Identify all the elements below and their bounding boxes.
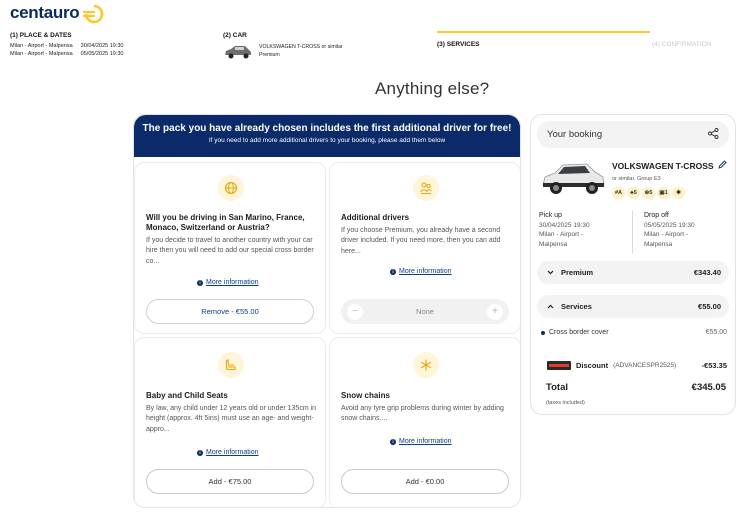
dropoff-date: 05/05/2025 19:30 [644,221,695,229]
premium-price: €343.40 [693,268,721,277]
step-car[interactable] [223,32,343,59]
service-description: If you choose Premium, you already have a second driver included. If you need more, then you can add here... [341,227,501,255]
banner-subtitle: If you need to add more additional drivers to your booking, please add them below [208,137,446,144]
pickup-label: Pick up [539,212,562,219]
step-label: (2) CAR [223,32,247,39]
booking-summary [530,114,736,415]
step-place-dates[interactable] [10,32,124,57]
additional-drivers-stepper [341,299,509,324]
feature-ac-badge: ✱ [672,187,685,199]
discount-price: -€53.35 [701,361,727,370]
services-price: €55.00 [698,302,721,311]
banner-title: The pack you have already chosen includes the first additional driver for free! [142,123,512,134]
stepper-value: None [416,307,434,316]
services-label: Services [561,302,592,311]
pickup-details [539,211,590,249]
pickup-date: 30/04/2025 19:30 [539,221,590,229]
service-card-child-seats [134,337,326,508]
booking-steps [0,32,743,72]
line-item-price: €55.00 [705,329,727,336]
service-description: Avoid any tyre grip problems during winter by adding snow chains.... [341,405,504,423]
total-label: Total [546,382,568,393]
globe-icon [218,175,244,201]
car-group: or similar. Group E3 [612,176,661,182]
premium-label: Premium [561,268,594,277]
child-seat-icon [218,352,244,378]
step-label: (4) CONFIRMATION [652,41,712,48]
feature-transmission-badge: #A [612,187,625,199]
dropoff-label: Drop off [644,212,669,219]
service-card-cross-border [134,162,326,334]
discount-code: (ADVANCESPR2525) [613,362,677,369]
car-thumbnail-icon [223,44,253,59]
dropoff-date: 05/05/2025 19:30 [80,51,124,57]
edit-icon[interactable] [718,160,727,171]
pickup-place: Milan - Airport - Malpensa [10,43,73,49]
remove-cross-border-button[interactable]: Remove - €55.00 [146,299,314,324]
service-title: Snow chains [341,391,390,400]
booking-summary-header [537,121,729,148]
more-info-label: More information [206,449,259,456]
cross-border-line-item [541,329,727,336]
bullet-icon [541,331,545,335]
step-services[interactable] [437,41,480,48]
total-price: €345.05 [691,382,726,393]
step-label: (3) SERVICES [437,41,480,48]
pickup-place: Milan - Airport - [539,231,584,238]
service-title: Baby and Child Seats [146,391,228,400]
chevron-up-icon [547,302,554,311]
increment-button[interactable]: + [487,304,503,320]
more-info-link[interactable] [197,279,259,286]
step-progress-bar [437,31,650,33]
info-icon: i [390,439,396,445]
info-icon: i [197,450,203,456]
discount-row [547,361,727,370]
additional-driver-banner [134,115,520,157]
chevron-down-icon [547,268,554,277]
divider [632,211,633,253]
pickup-summary [10,43,124,49]
share-icon[interactable] [708,126,719,144]
pickup-date: 30/04/2025 19:30 [80,43,124,49]
service-description: If you decide to travel to another country with your car hire then you will need to add our special cross border co... [146,237,314,265]
info-icon: i [390,269,396,275]
feature-luggage-badge: ▣1 [657,187,670,199]
car-name-label: VOLKSWAGEN T-CROSS [612,160,714,171]
taxes-note: (taxes included) [546,400,585,406]
logo-text: centauro [10,3,80,22]
drivers-icon [413,175,439,201]
service-title: Additional drivers [341,213,410,222]
feature-seats-badge: ♣5 [627,187,640,199]
page-title: Anything else? [375,79,490,98]
more-info-label: More information [399,438,452,445]
services-panel [133,114,521,508]
services-row[interactable] [537,295,729,318]
pickup-place-2: Malpensa [539,240,568,248]
premium-row[interactable] [537,261,729,284]
more-info-link[interactable] [390,268,452,275]
snowflake-icon [413,352,439,378]
car-name [612,160,727,171]
dropoff-place: Milan - Airport - [644,231,689,238]
dropoff-details [644,211,695,249]
centauro-logo[interactable] [10,3,107,23]
line-item-label: Cross border cover [549,329,609,336]
car-summary [223,43,343,59]
car-pack: Premium [259,52,280,58]
step-confirmation [652,41,711,48]
car-model: VOLKSWAGEN T-CROSS or similar [259,44,343,50]
dropoff-place: Milan - Airport - Malpensa [10,51,73,57]
booking-summary-title: Your booking [547,129,603,140]
discount-label: Discount [576,361,609,370]
more-info-label: More information [206,279,259,286]
promo-badge-icon [547,361,571,370]
more-info-link[interactable] [197,449,259,456]
car-image [539,157,607,202]
service-card-additional-drivers [329,162,521,334]
dropoff-summary [10,51,124,57]
add-snow-chains-button[interactable]: Add - €0.00 [341,469,509,494]
service-description: By law, any child under 12 years old or under 135cm in height (approx. 4ft 5ins) must use an age- and weight- appro... [146,405,317,433]
logo-mark-icon [81,4,107,22]
service-card-snow-chains [329,337,521,508]
decrement-button[interactable]: − [347,304,363,320]
feature-doors-badge: ⊕5 [642,187,655,199]
total-row [546,382,726,393]
dropoff-place-2: Malpensa [644,240,673,248]
more-info-label: More information [399,268,452,275]
more-info-link[interactable] [390,438,452,445]
step-label: (1) PLACE & DATES [10,32,72,39]
add-child-seat-button[interactable]: Add - €75.00 [146,469,314,494]
info-icon: i [197,280,203,286]
service-title: Will you be driving in San Marino, France, Monaco, Switzerland or Austria? [146,213,305,232]
